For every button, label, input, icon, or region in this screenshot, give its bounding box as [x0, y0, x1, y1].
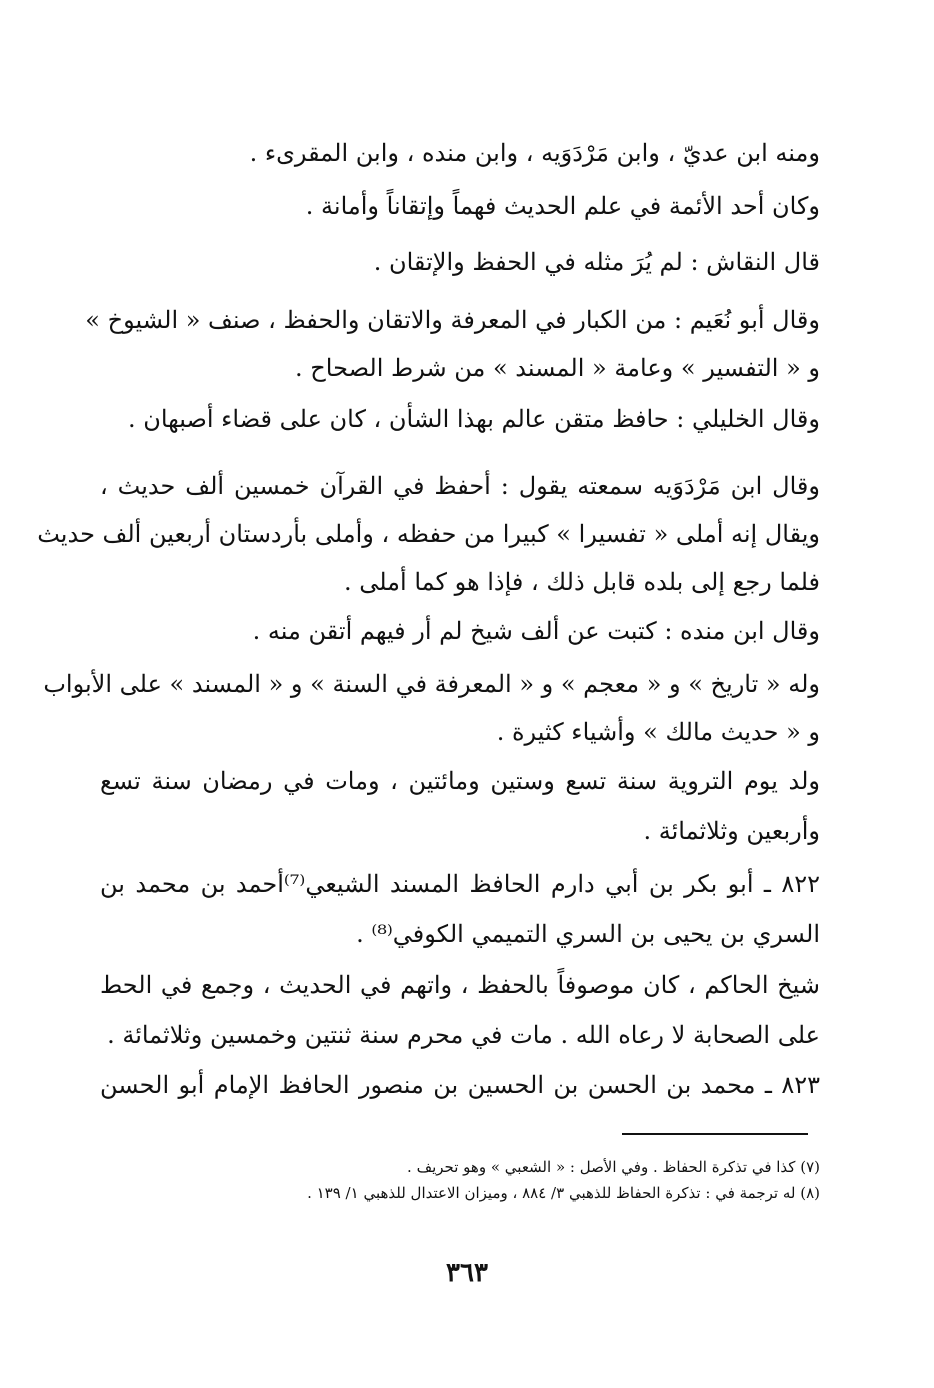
- footnote-7: (٧) كذا في تذكرة الحفاظ . وفي الأصل : « الشعبي » وهو تحريف .: [407, 1158, 820, 1176]
- paragraph-abu-nuaym-quote: [85, 296, 820, 392]
- text-line: و « التفسير » وعامة « المسند » من شرط الصحاح .: [295, 354, 820, 382]
- paragraph-mardawayh-quote: [37, 462, 820, 606]
- text-line: وأربعين وثلاثمائة .: [643, 817, 820, 845]
- paragraph-hakim-shaykh: [100, 960, 820, 1060]
- text-line: ومنه ابن عديّ ، وابن مَرْدَوَيه ، وابن منده ، وابن المقرىء .: [249, 139, 820, 167]
- text-line: قال النقاش : لم يُرَ مثله في الحفظ والإتقان .: [373, 248, 820, 276]
- text-line: و « حديث مالك » وأشياء كثيرة .: [496, 718, 820, 746]
- entry-822-heading: [100, 859, 820, 959]
- text-line: فلما رجع إلى بلده قابل ذلك ، فإذا هو كما أملى .: [343, 568, 820, 596]
- text-line: ٨٢٣ ـ محمد بن الحسن بن الحسين بن منصور الحافظ الإمام أبو الحسن: [100, 1071, 820, 1099]
- text-line: وله « تاريخ » و « معجم » و « المعرفة في السنة » و « المسند » على الأبواب: [43, 670, 820, 698]
- paragraph-ibn-mandah-quote: [100, 606, 820, 656]
- text-line: وقال ابن منده : كتبت عن ألف شيخ لم أر فيهم أتقن منه .: [252, 617, 820, 645]
- text-line: وقال الخليلي : حافظ متقن عالم بهذا الشأن ، كان على قضاء أصبهان .: [127, 405, 820, 433]
- footnote-8: (٨) له ترجمة في : تذكرة الحفاظ للذهبي ٣/ ٨٨٤ ، وميزان الاعتدال للذهبي ١/ ١٣٩ .: [307, 1184, 820, 1202]
- text-line: ٨٢٢ ـ أبو بكر بن أبي دارم الحافظ المسند الشيعي⁽⁷⁾أحمد بن محمد بن: [100, 870, 820, 898]
- text-line: وقال أبو نُعَيم : من الكبار في المعرفة والاتقان والحفظ ، صنف « الشيوخ »: [85, 306, 820, 334]
- text-line: شيخ الحاكم ، كان موصوفاً بالحفظ ، واتهم في الحديث ، وجمع في الحط: [100, 971, 820, 999]
- paragraph-imam-status: [100, 181, 820, 231]
- paragraph-students: [100, 128, 820, 178]
- paragraph-works: [43, 660, 820, 756]
- text-line: وقال ابن مَرْدَوَيه سمعته يقول : أحفظ في القرآن خمسين ألف حديث ،: [100, 472, 820, 500]
- text-line: ولد يوم التروية سنة تسع وستين ومائتين ، ومات في رمضان سنة تسع: [100, 767, 820, 795]
- paragraph-naqqash-quote: [100, 237, 820, 287]
- paragraph-birth-death: [100, 756, 820, 856]
- text-line: ويقال إنه أملى « تفسيرا » كبيرا من حفظه ، وأملى بأردستان أربعين ألف حديث: [37, 520, 820, 548]
- footnote-divider: [622, 1133, 808, 1135]
- paragraph-khalili-quote: [100, 394, 820, 444]
- text-line: وكان أحد الأئمة في علم الحديث فهماً وإتقاناً وأمانة .: [305, 192, 820, 220]
- page-number: ٣٦٣: [446, 1258, 488, 1288]
- text-line: السري بن يحيى بن السري التميمي الكوفي⁽⁸⁾ .: [356, 920, 820, 948]
- entry-823-heading: [100, 1060, 820, 1110]
- text-line: على الصحابة لا رعاه الله . مات في محرم سنة ثنتين وخمسين وثلاثمائة .: [107, 1021, 820, 1049]
